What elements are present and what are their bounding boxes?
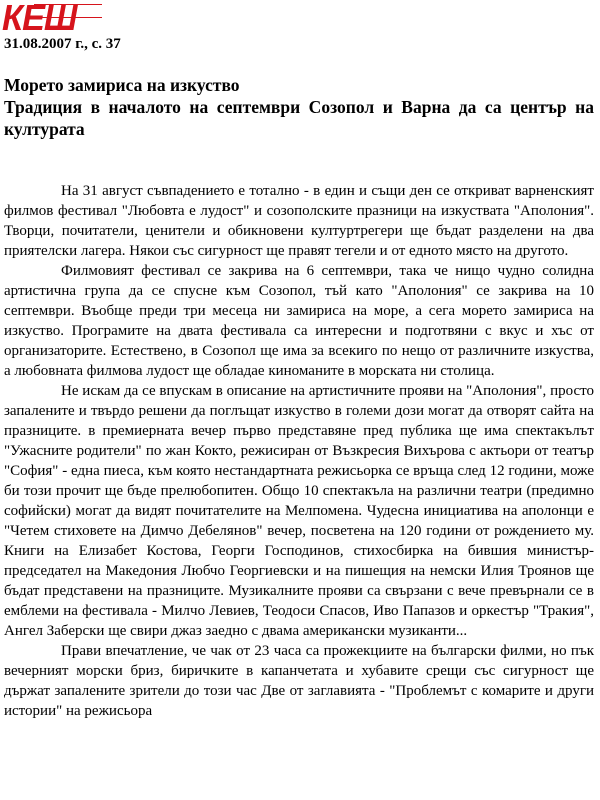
article-subtitle: Традиция в началото на септември Созопол и Варна да са център на културата (4, 97, 594, 139)
headline-block (4, 74, 594, 140)
newspaper-logo: КЕШ (2, 0, 77, 38)
masthead (2, 0, 80, 36)
article-title: Морето замириса на изкуство (4, 75, 240, 95)
paragraph: Прави впечатление, че чак от 23 часа са прожекциите на български филми, но пък вечерният морски бриз, биричките в капанчетата и хубавите срещи със сигурност ще държат запалените зрители до този час Две от заглавията - "Проблемът с комарите и други истории" на режисьора (4, 643, 594, 719)
paragraph: Не искам да се впускам в описание на артистичните прояви на "Аполония", просто запалените и твърдо решени да поглъщат изкуство в големи дози могат да отворят сайта на празниците. в премиерната вечер първо представяне пред публика ще има спектакълът "Ужасните родители" по жан Кокто, режисиран от Възкресия Вихърова с актьори от театър "София" - една пиеса, към която нестандартната режисьорка се връща след 12 години, може би този прочит ще бъде прелюбопитен. Общо 10 спектакъла на различни театри (предимно софийски) могат да видят почитателите на Мелпомена. Чудесна инициатива на аполонци е "Четем стиховете на Димчо Дебелянов" вечер, посветена на 120 години от рождението му. Книги на Елизабет Костова, Георги Господинов, стихосбирка на бившия министър-председател на Македония Любчо Георгиевски и на пишещия на немски Илия Троянов ще бъдат представени на празниците. Музикалните прояви са свързани с вече превърнали се в емблеми на фестивала - Милчо Левиев, Теодоси Спасов, Иво Папазов и оркестър "Тракия", Ангел Заберски ще свири джаз заедно с двама американски музиканти... (4, 383, 594, 639)
paragraph: На 31 август съвпадението е тотално - в един и същи ден се откриват варненският филмов фестивал "Любовта е лудост" и созополските празници на изкуствата "Аполония". Творци, почитатели, ценители и обикновени културтрегери ще бъдат разделени на два приятелски лагера. Някои със сигурност ще правят тегели и от едното място на другото. (4, 183, 594, 259)
date-line: 31.08.2007 г., с. 37 (4, 36, 121, 52)
article-body (4, 181, 594, 721)
paragraph: Филмовият фестивал се закрива на 6 септември, така че нищо чудно солидна артистична група да се спусне към Созопол, тъй като "Аполония" се закрива на 10 септември. Въобще преди три месеца ни замириса на море, а сега морето замириса на изкуство. Програмите на двата фестивала са интересни и подготвяни с вкус и хъс от организаторите. Естествено, в Созопол ще има за всекиго по нещо от различните изкуства, а любовната филмова лудост ще обладае киноманите в морската ни столица. (4, 263, 594, 379)
